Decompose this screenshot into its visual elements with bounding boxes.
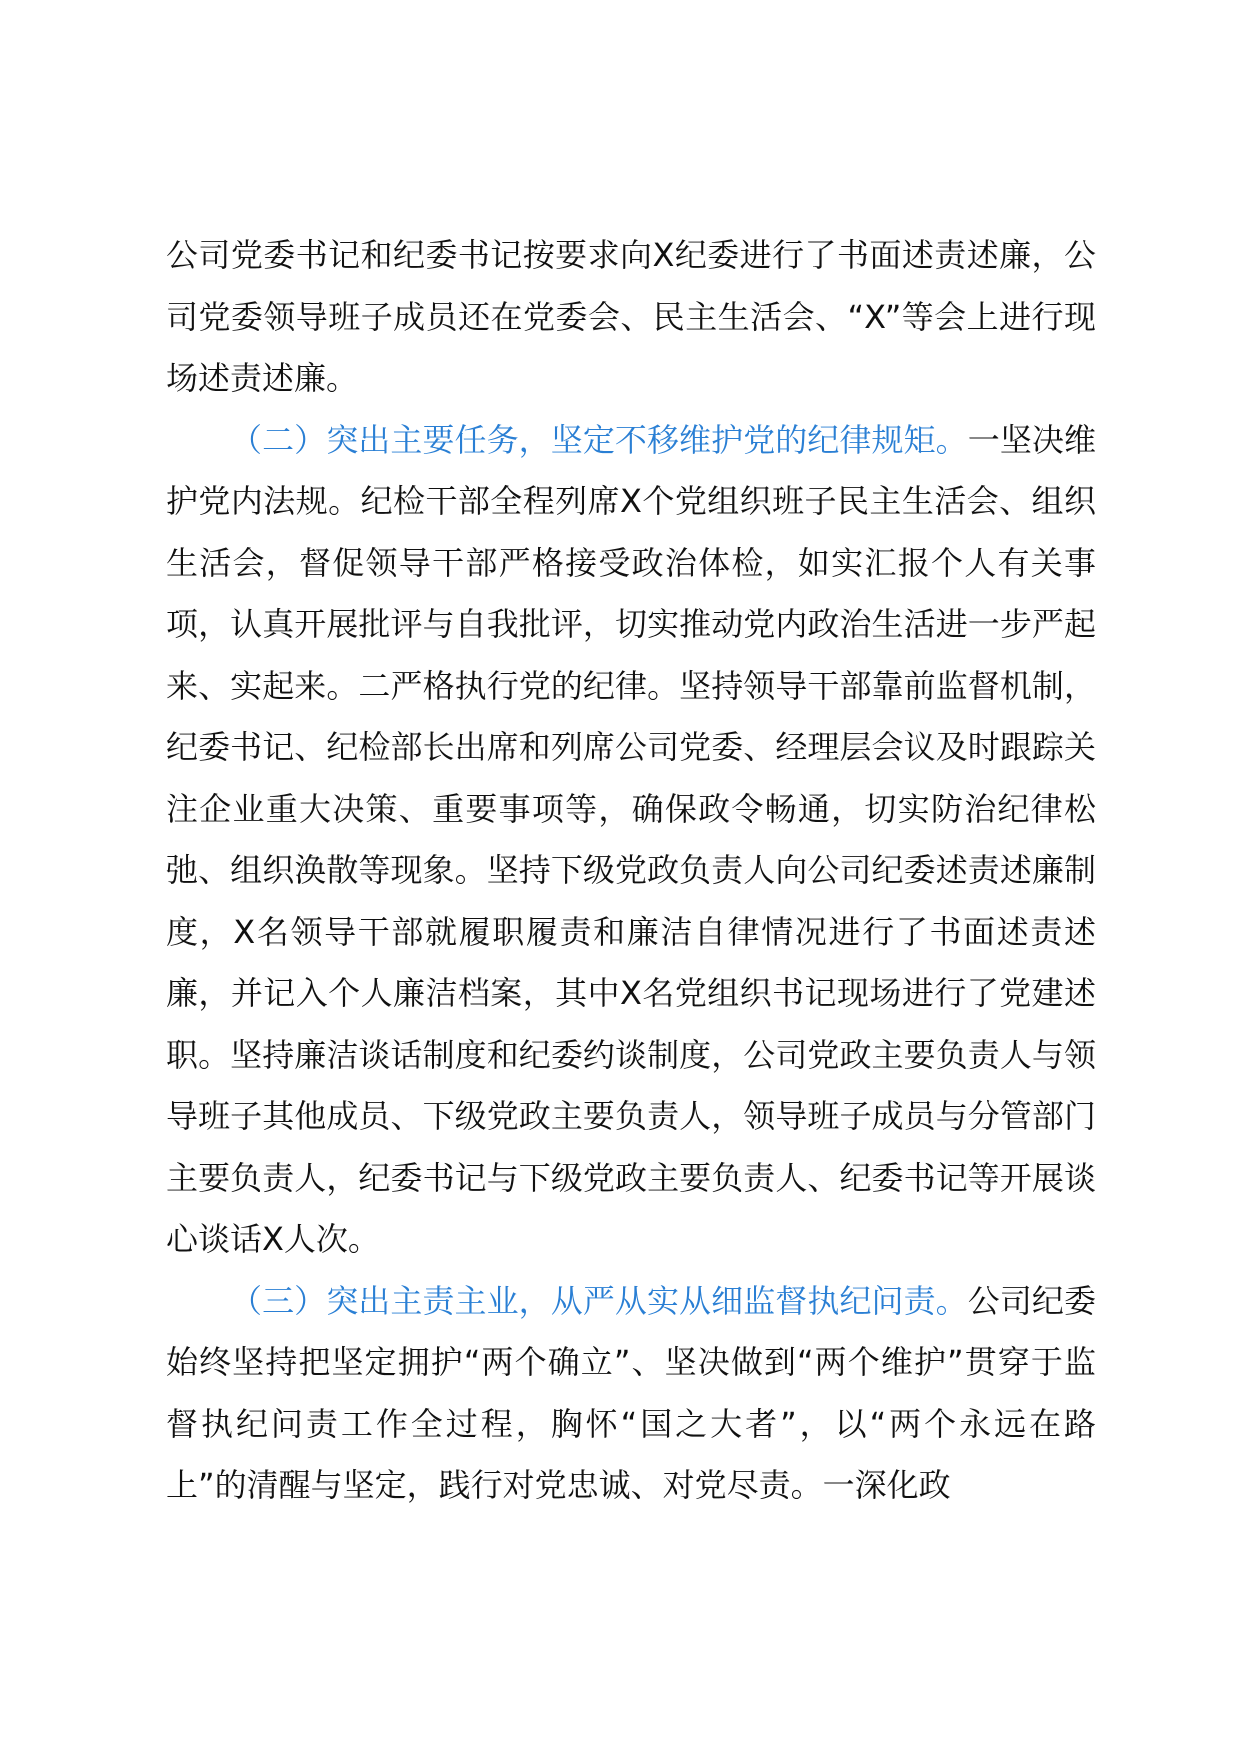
section-heading: （二）突出主要任务，坚定不移维护党的纪律规矩。 [230, 420, 968, 459]
paragraph-continuation [166, 225, 1096, 410]
section-heading: （三）突出主责主业，从严从实从细监督执纪问责。 [230, 1281, 968, 1320]
paragraph-section-3 [166, 1271, 1096, 1517]
paragraph-section-2 [166, 410, 1096, 1271]
document-body [166, 225, 1096, 1517]
paragraph-text: 公司党委书记和纪委书记按要求向X纪委进行了书面述责述廉，公司党委领导班子成员还在党委会、民主生活会、“X”等会上进行现场述责述廉。 [166, 236, 1096, 397]
paragraph-text: 一坚决维护党内法规。纪检干部全程列席X个党组织班子民主生活会、组织生活会，督促领导干部严格接受政治体检，如实汇报个人有关事项，认真开展批评与自我批评，切实推动党内政治生活进一步严起来、实起来。二严格执行党的纪律。坚持领导干部靠前监督机制，纪委书记、纪检部长出席和列席公司党委、经理层会议及时跟踪关注企业重大决策、重要事项等，确保政令畅通，切实防治纪律松弛、组织涣散等现象。坚持下级党政负责人向公司纪委述责述廉制度，X名领导干部就履职履责和廉洁自律情况进行了书面述责述廉，并记入个人廉洁档案，其中X名党组织书记现场进行了党建述职。坚持廉洁谈话制度和纪委约谈制度，公司党政主要负责人与领导班子其他成员、下级党政主要负责人，领导班子成员与分管部门主要负责人，纪委书记与下级党政主要负责人、纪委书记等开展谈心谈话X人次。 [166, 420, 1096, 1258]
paragraph-text: 公司纪委始终坚持把坚定拥护“两个确立”、坚决做到“两个维护”贯穿于监督执纪问责工作全过程，胸怀“国之大者”，以“两个永远在路上”的清醒与坚定，践行对党忠诚、对党尽责。一深化政 [166, 1281, 1096, 1504]
